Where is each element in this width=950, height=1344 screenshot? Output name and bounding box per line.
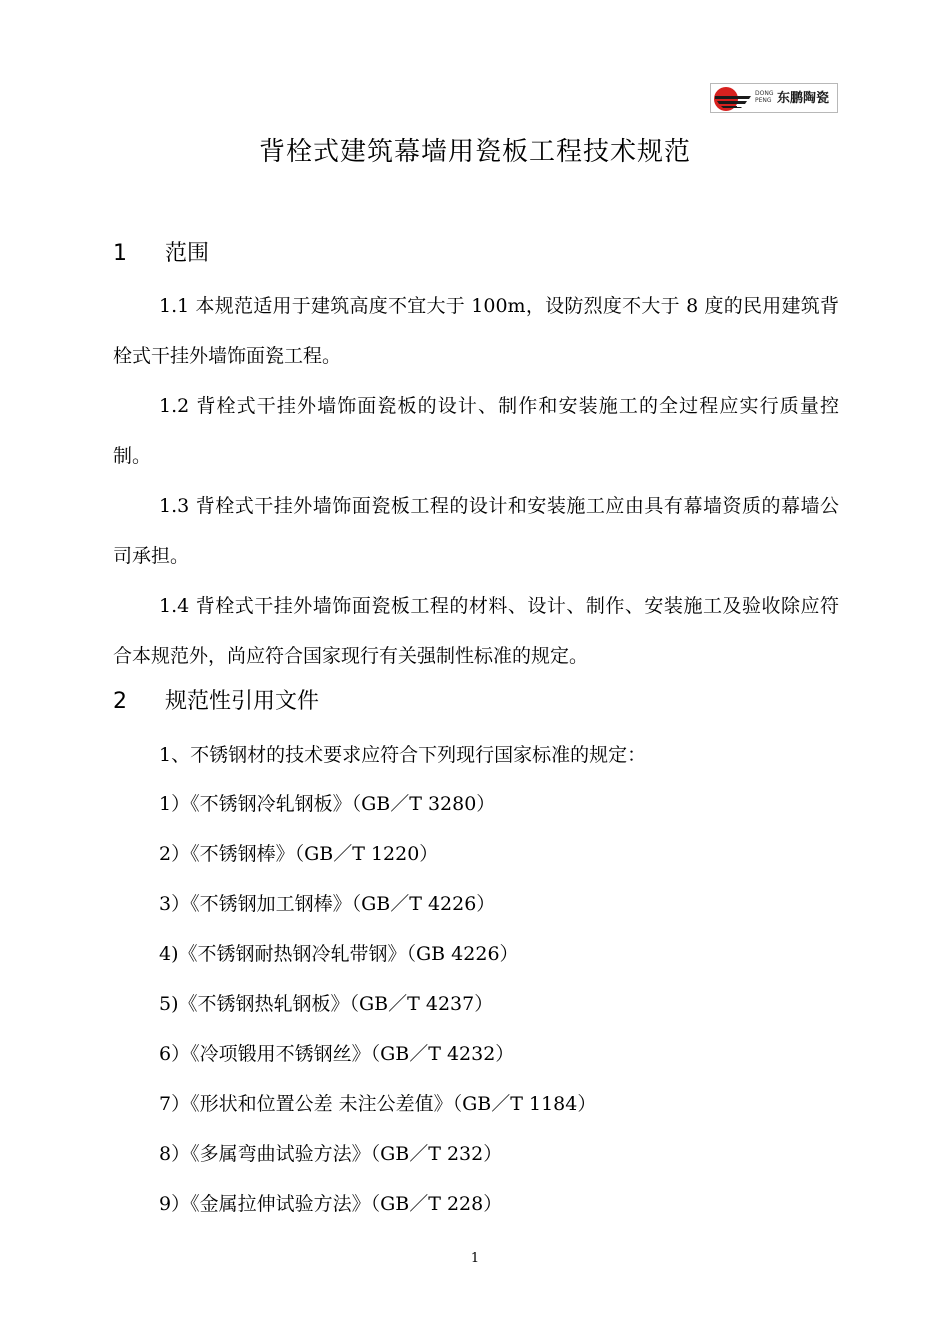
logo-text: 东鹏陶瓷 — [777, 91, 830, 106]
list-item: 7）《形状和位置公差 未注公差值》（GB／T 1184） — [159, 1093, 597, 1115]
list-item: 8）《多属弯曲试验方法》（GB／T 232） — [159, 1143, 503, 1165]
document-title: 背栓式建筑幕墙用瓷板工程技术规范 — [258, 137, 691, 167]
company-logo — [710, 83, 838, 113]
paragraph-1-3: 1.3 背栓式干挂外墙饰面瓷板工程的设计和安装施工应由具有幕墙资质的幕墙公司承担。 — [113, 495, 839, 567]
paragraph-1-4: 1.4 背栓式干挂外墙饰面瓷板工程的材料、设计、制作、安装施工及验收除应符合本规范外，尚应符合国家现行有关强制性标准的规定。 — [113, 595, 839, 667]
section-title: 规范性引用文件 — [165, 689, 320, 714]
paragraph-1-2: 1.2 背栓式干挂外墙饰面瓷板的设计、制作和安装施工的全过程应实行质量控制。 — [113, 395, 839, 467]
page-number: 1 — [470, 1251, 480, 1266]
list-item: 1）《不锈钢冷轧钢板》（GB／T 3280） — [159, 793, 496, 815]
list-item: 2）《不锈钢棒》（GB／T 1220） — [159, 843, 439, 865]
logo-latin-text: DONG PENG — [755, 90, 774, 104]
section-heading-2 — [113, 687, 319, 717]
list-item: 3）《不锈钢加工钢棒》（GB／T 4226） — [159, 893, 496, 915]
section-number: 2 — [113, 689, 127, 714]
paragraph-1-1: 1.1 本规范适用于建筑高度不宜大于 100m，设防烈度不大于 8 度的民用建筑背栓式干挂外墙饰面瓷工程。 — [113, 295, 839, 367]
section-title: 范围 — [165, 241, 210, 266]
section-number: 1 — [113, 241, 127, 266]
list-item: 5)《不锈钢热轧钢板》（GB／T 4237） — [159, 993, 494, 1015]
section-heading-1 — [113, 239, 209, 269]
list-item: 6）《冷项锻用不锈钢丝》（GB／T 4232） — [159, 1043, 515, 1065]
list-item: 4)《不锈钢耐热钢冷轧带钢》（GB 4226） — [159, 943, 519, 965]
list-intro: 1、不锈钢材的技术要求应符合下列现行国家标准的规定： — [159, 744, 647, 766]
list-item: 9）《金属拉伸试验方法》（GB／T 228） — [159, 1193, 503, 1215]
